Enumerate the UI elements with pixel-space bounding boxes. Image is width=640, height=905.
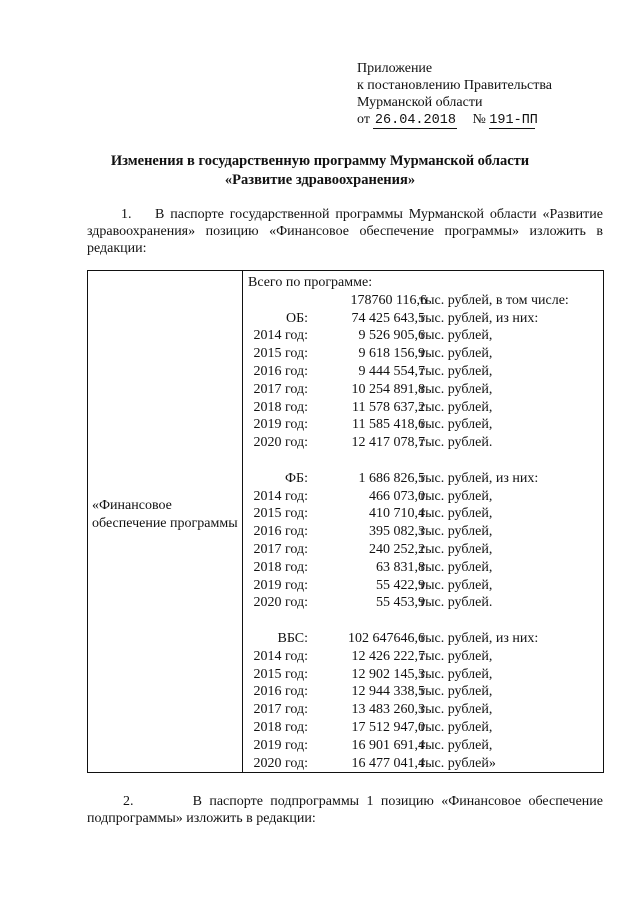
year-label: 2014 год:: [253, 488, 308, 504]
paragraph-1-text: В паспорте государственной программы Мурманской области «Развитие здравоохранения» позицию «Финансовое обеспечение программы» изложить в редакции:: [87, 207, 603, 256]
year-label: 2018 год:: [253, 719, 308, 735]
appendix-line-1: Приложение: [357, 61, 433, 76]
year-amount: 12 944 338,5: [351, 684, 425, 700]
title-line-2: «Развитие здравоохранения»: [224, 172, 416, 188]
year-row: [248, 381, 602, 399]
year-unit: тыс. рублей,: [419, 737, 493, 753]
year-row: [248, 683, 602, 701]
total-unit: тыс. рублей, в том числе:: [419, 292, 569, 308]
year-unit: тыс. рублей,: [419, 488, 493, 504]
year-amount: 12 902 145,3: [351, 666, 425, 682]
year-amount: 55 422,9: [376, 577, 425, 593]
appendix-date-line: [357, 111, 552, 129]
year-row: [248, 327, 602, 345]
year-unit: тыс. рублей,: [419, 648, 493, 664]
year-amount: 63 831,8: [376, 559, 425, 575]
section-label: ОБ:: [285, 310, 308, 326]
year-row: [248, 755, 602, 773]
year-unit: тыс. рублей,: [419, 417, 493, 433]
year-amount: 9 618 156,9: [358, 346, 425, 362]
year-unit: тыс. рублей»: [419, 755, 496, 771]
year-amount: 466 073,0: [369, 488, 425, 504]
financing-details: [248, 274, 602, 772]
year-amount: 395 082,3: [369, 524, 425, 540]
year-label: 2020 год:: [253, 595, 308, 611]
year-label: 2015 год:: [253, 666, 308, 682]
year-label: 2018 год:: [253, 559, 308, 575]
year-row: [248, 363, 602, 381]
row-label-financing: «Финансовое обеспечение программы: [92, 498, 238, 531]
year-label: 2015 год:: [253, 346, 308, 362]
year-unit: тыс. рублей.: [419, 435, 493, 451]
document-title: [0, 152, 640, 190]
year-amount: 12 426 222,7: [351, 648, 425, 664]
year-label: 2018 год:: [253, 399, 308, 415]
paragraph-2-text: В паспорте подпрограммы 1 позицию «Финансовое обеспечение подпрограммы» изложить в редакции:: [87, 794, 603, 826]
year-unit: тыс. рублей,: [419, 684, 493, 700]
year-label: 2020 год:: [253, 435, 308, 451]
year-unit: тыс. рублей,: [419, 381, 493, 397]
year-label: 2019 год:: [253, 417, 308, 433]
section-label: ФБ:: [285, 470, 308, 486]
total-amount: 178760 116,6: [350, 292, 427, 308]
year-amount: 410 710,4: [369, 506, 425, 522]
section-amount: 1 686 826,5: [358, 470, 425, 486]
year-amount: 55 453,9: [376, 595, 425, 611]
year-amount: 12 417 078,7: [351, 435, 425, 451]
year-row: [248, 559, 602, 577]
year-row: [248, 719, 602, 737]
year-label: 2017 год:: [253, 702, 308, 718]
year-row: [248, 648, 602, 666]
section-spacer: [248, 452, 602, 470]
funding-sections: [248, 310, 602, 773]
year-label: 2014 год:: [253, 648, 308, 664]
resolution-number: 191-ПП: [489, 113, 538, 128]
year-row: [248, 577, 602, 595]
year-amount: 11 578 637,2: [352, 399, 425, 415]
year-row: [248, 505, 602, 523]
section-unit: тыс. рублей, из них:: [419, 470, 539, 486]
year-row: [248, 666, 602, 684]
appendix-line-3: Мурманской области: [357, 95, 483, 110]
section-label: ВБС:: [277, 630, 308, 646]
date-prefix: от: [357, 112, 370, 127]
year-amount: 17 512 947,0: [351, 719, 425, 735]
year-amount: 13 483 260,3: [351, 702, 425, 718]
year-unit: тыс. рублей,: [419, 346, 493, 362]
year-unit: тыс. рублей,: [419, 506, 493, 522]
section-row: [248, 630, 602, 648]
section-amount: 74 425 643,5: [351, 310, 425, 326]
year-unit: тыс. рублей,: [419, 666, 493, 682]
section-row: [248, 310, 602, 328]
appendix-line-2: к постановлению Правительства: [357, 78, 553, 93]
year-label: 2016 год:: [253, 684, 308, 700]
year-label: 2020 год:: [253, 755, 308, 771]
year-row: [248, 488, 602, 506]
year-row: [248, 541, 602, 559]
section-amount: 102 647646,6: [348, 630, 425, 646]
year-unit: тыс. рублей,: [419, 719, 493, 735]
year-unit: тыс. рублей,: [419, 559, 493, 575]
year-amount: 9 444 554,7: [358, 363, 425, 379]
paragraph-2: [87, 793, 603, 827]
title-line-1: Изменения в государственную программу Мурманской области: [110, 153, 530, 169]
year-amount: 16 477 041,4: [351, 755, 425, 771]
table-column-divider: [242, 271, 243, 772]
year-label: 2015 год:: [253, 506, 308, 522]
year-amount: 16 901 691,4: [351, 737, 425, 753]
paragraph-1: [87, 206, 603, 257]
year-row: [248, 523, 602, 541]
year-row: [248, 416, 602, 434]
year-row: [248, 594, 602, 612]
year-amount: 9 526 905,6: [358, 328, 425, 344]
section-spacer: [248, 612, 602, 630]
year-unit: тыс. рублей,: [419, 399, 493, 415]
year-label: 2014 год:: [253, 328, 308, 344]
year-unit: тыс. рублей,: [419, 541, 493, 557]
total-row: [248, 292, 602, 310]
year-amount: 11 585 418,6: [352, 417, 425, 433]
year-unit: тыс. рублей,: [419, 328, 493, 344]
year-row: [248, 399, 602, 417]
year-amount: 240 252,2: [369, 541, 425, 557]
year-row: [248, 737, 602, 755]
year-row: [248, 345, 602, 363]
year-label: 2016 год:: [253, 363, 308, 379]
year-label: 2017 год:: [253, 541, 308, 557]
year-label: 2016 год:: [253, 524, 308, 540]
section-row: [248, 470, 602, 488]
paragraph-1-number: 1.: [121, 207, 132, 222]
year-amount: 10 254 891,8: [351, 381, 425, 397]
year-unit: тыс. рублей,: [419, 363, 493, 379]
year-unit: тыс. рублей,: [419, 702, 493, 718]
year-label: 2019 год:: [253, 737, 308, 753]
year-row: [248, 434, 602, 452]
paragraph-2-number: 2.: [123, 794, 134, 809]
section-unit: тыс. рублей, из них:: [419, 630, 539, 646]
year-unit: тыс. рублей,: [419, 577, 493, 593]
number-prefix: №: [472, 112, 486, 127]
total-header: [248, 274, 602, 292]
total-header-text: Всего по программе:: [248, 275, 373, 290]
appendix-header: [357, 60, 552, 129]
resolution-date: 26.04.2018: [374, 113, 456, 128]
year-row: [248, 701, 602, 719]
year-label: 2019 год:: [253, 577, 308, 593]
section-unit: тыс. рублей, из них:: [419, 310, 539, 326]
year-unit: тыс. рублей.: [419, 595, 493, 611]
year-unit: тыс. рублей,: [419, 524, 493, 540]
year-label: 2017 год:: [253, 381, 308, 397]
financing-table: [87, 270, 604, 773]
